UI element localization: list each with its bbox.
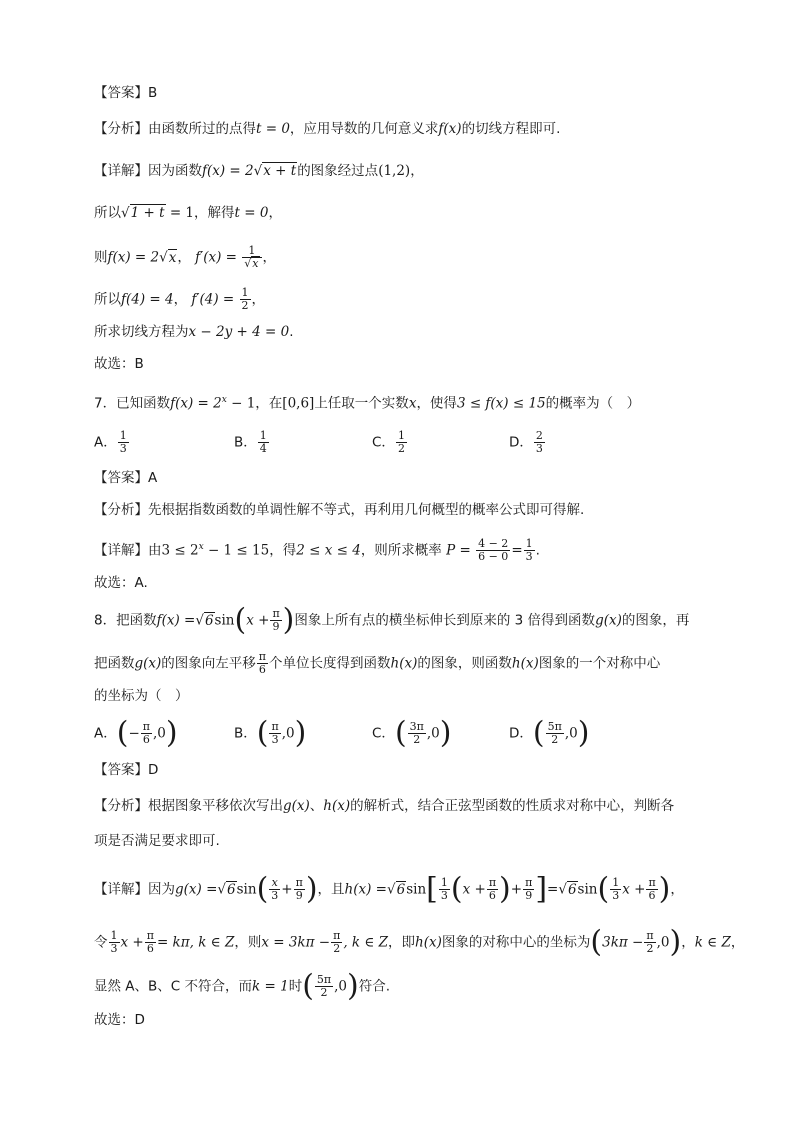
math: f(x) = 2 xyxy=(202,163,254,179)
text: 因为 xyxy=(148,881,175,898)
math: h(x) xyxy=(323,798,351,814)
text: 显然 A、B、C 不符合，而 xyxy=(94,978,253,995)
sqrt-sign: √ xyxy=(387,881,396,898)
option-d[interactable] xyxy=(509,430,546,455)
math: sin xyxy=(236,881,257,898)
option-d[interactable] xyxy=(509,715,590,751)
answer-value: B xyxy=(148,85,158,101)
text: ，得 xyxy=(269,542,297,559)
denominator: 3 xyxy=(119,442,127,455)
fraction xyxy=(257,651,268,676)
paren-close: ) xyxy=(165,715,178,751)
math: 3kπ − xyxy=(602,934,644,951)
denominator: √x xyxy=(244,257,259,270)
fraction xyxy=(610,877,621,902)
numerator: 5π xyxy=(547,720,562,733)
text: ，使得 xyxy=(416,395,457,412)
text: ，即 xyxy=(388,934,416,951)
q6-answer xyxy=(94,83,157,103)
numerator: π xyxy=(142,720,151,733)
math: x − 2y + 4 = 0 xyxy=(188,324,290,340)
denominator: 4 xyxy=(259,442,267,455)
text: 先根据指数函数的单调性解不等式，再利用几何概型的概率公式即可得解. xyxy=(148,502,585,518)
answer-tag: 【答案】 xyxy=(94,85,148,101)
math: t = 0 xyxy=(234,205,269,221)
paren-close: ) xyxy=(658,871,671,907)
q6-detail-4 xyxy=(94,287,265,312)
numerator: π xyxy=(525,876,533,889)
math: sin xyxy=(214,612,235,629)
paren-open: ( xyxy=(450,871,463,907)
paren-close: ) xyxy=(499,871,511,907)
sqrt-sign: √ xyxy=(195,612,204,629)
paren-open: ( xyxy=(256,871,269,907)
q8-detail-1 xyxy=(94,871,684,907)
denominator: 9 xyxy=(525,889,533,902)
math: h(x) xyxy=(511,655,539,672)
fraction xyxy=(118,430,129,455)
q8-conclusion: 故选：D xyxy=(94,1012,145,1028)
text: ，应用导数的几何意义求 xyxy=(289,121,439,137)
text: 根据图象平移依次写出 xyxy=(148,798,283,814)
detail-tag: 【详解】 xyxy=(94,881,148,898)
text: ， xyxy=(173,291,188,308)
denominator: 9 xyxy=(272,620,280,633)
math: ,0 xyxy=(334,978,348,995)
option-c[interactable] xyxy=(372,715,452,751)
q8-stem-2 xyxy=(94,651,660,676)
paren-close: ) xyxy=(577,715,590,751)
text: 的图象向左平移 xyxy=(161,655,256,672)
denominator: 9 xyxy=(295,889,303,902)
numerator: 1 xyxy=(119,429,127,442)
q7-detail xyxy=(94,537,540,563)
text: ， xyxy=(670,881,684,898)
q8-stem-1 xyxy=(94,602,690,638)
paren-close: ) xyxy=(669,924,682,960)
text: . xyxy=(289,324,294,340)
math: k = 1 xyxy=(252,978,289,995)
math: f′(x) = xyxy=(195,249,237,266)
fraction xyxy=(269,877,280,902)
analysis-tag: 【分析】 xyxy=(94,121,148,137)
option-a[interactable] xyxy=(94,430,130,455)
text: 的解析式，结合正弦型函数的性质求对称中心，判断各 xyxy=(350,798,675,814)
math: + xyxy=(510,881,523,898)
math: g(x) xyxy=(134,655,162,672)
denominator: 3 xyxy=(525,550,533,563)
text: 所以 xyxy=(94,291,121,308)
fraction xyxy=(396,430,407,455)
denominator: 3 xyxy=(271,889,279,902)
fraction xyxy=(240,287,251,312)
text: 则 xyxy=(94,249,108,266)
text: ， xyxy=(177,249,191,266)
fraction xyxy=(270,608,281,633)
fraction xyxy=(439,877,450,902)
fraction xyxy=(524,538,535,563)
text: 时 xyxy=(288,978,303,995)
numerator: 4 − 2 xyxy=(478,537,509,550)
denominator: 3 xyxy=(612,889,620,902)
sqrt-body: 6 xyxy=(204,612,214,629)
option-a[interactable] xyxy=(94,715,178,751)
question-number: 7． xyxy=(94,395,117,412)
fraction xyxy=(294,877,305,902)
math: ,0 xyxy=(426,725,440,742)
fraction xyxy=(109,930,120,955)
math: x + xyxy=(120,934,144,951)
paren-open: ( xyxy=(590,924,603,960)
option-label: B． xyxy=(234,725,257,742)
denominator: 3 xyxy=(110,942,118,955)
numerator: π xyxy=(258,650,267,663)
q6-conclusion: 故选：B xyxy=(94,356,144,372)
text: ，且 xyxy=(317,881,345,898)
math: + xyxy=(281,881,293,898)
sqrt-sign: √ xyxy=(217,881,227,898)
math: h(x) = xyxy=(344,881,387,898)
numerator: 1 xyxy=(110,929,118,942)
text: 符合. xyxy=(358,978,391,995)
denominator: 3 xyxy=(535,442,543,455)
option-label: A． xyxy=(94,725,117,742)
q6-detail-1 xyxy=(94,161,424,181)
math: 2 ≤ x ≤ 4 xyxy=(296,542,361,559)
text: 由 xyxy=(148,542,162,559)
math: h(x) xyxy=(415,934,442,951)
math: ,0 xyxy=(656,934,670,951)
numerator: x xyxy=(269,877,280,890)
text: 、 xyxy=(309,798,324,814)
math: g(x) xyxy=(283,798,310,814)
numerator: 5π xyxy=(316,973,332,986)
q6-analysis xyxy=(94,119,560,139)
q6-detail-5 xyxy=(94,322,294,342)
numerator: 1 xyxy=(259,429,267,442)
analysis-tag: 【分析】 xyxy=(94,798,148,814)
numerator: 1 xyxy=(440,876,448,889)
sqrt-sign: √ xyxy=(159,249,168,266)
numerator: π xyxy=(646,929,654,942)
denominator: 2 xyxy=(333,942,341,955)
text: ， xyxy=(262,249,277,266)
math: k ∈ Z xyxy=(694,934,731,951)
math: sin xyxy=(406,881,427,898)
text: 的图象，再 xyxy=(621,612,690,629)
math: x = 3kπ − xyxy=(261,934,331,951)
sqrt-sign: √ xyxy=(121,205,130,221)
q8-detail-2 xyxy=(94,924,745,960)
text: ， xyxy=(730,934,745,951)
numerator: π xyxy=(146,929,154,942)
math: ,0 xyxy=(153,725,166,742)
analysis-tag: 【分析】 xyxy=(94,502,148,518)
math: f(x) xyxy=(438,121,462,137)
paren-close: ) xyxy=(305,871,318,907)
fraction xyxy=(476,538,510,563)
text: 上任取一个实数 xyxy=(314,395,409,412)
denominator: 6 xyxy=(258,663,266,676)
denominator: 2 xyxy=(413,733,421,746)
fraction xyxy=(331,930,342,955)
paren-open: ( xyxy=(302,968,314,1004)
paren-open: ( xyxy=(394,715,407,751)
math: ,0 xyxy=(564,725,578,742)
text: 已知函数 xyxy=(116,395,171,412)
fraction xyxy=(487,877,498,902)
q8-stem-3: 的坐标为（ ） xyxy=(94,688,189,704)
fraction xyxy=(141,721,152,746)
math: 3 ≤ 2 xyxy=(161,542,199,559)
answer-value: D xyxy=(148,762,159,778)
fraction xyxy=(408,721,426,746)
math: h(x) xyxy=(390,655,418,672)
fraction xyxy=(315,974,333,999)
numerator: π xyxy=(333,929,341,942)
math: x + xyxy=(462,881,486,898)
math: − xyxy=(128,725,140,742)
text: ，则 xyxy=(234,934,262,951)
option-label: B． xyxy=(234,434,257,451)
option-label: A． xyxy=(94,434,117,451)
numerator: 2 xyxy=(535,429,543,442)
math: g(x) = xyxy=(175,881,218,898)
numerator: 3π xyxy=(409,720,424,733)
option-b[interactable] xyxy=(234,715,307,751)
q8-analysis-2: 项是否满足要求即可. xyxy=(94,833,220,849)
fraction xyxy=(269,721,280,746)
paren-close: ) xyxy=(294,715,307,751)
math: = kπ, k ∈ Z xyxy=(156,934,235,951)
option-label: C． xyxy=(372,725,395,742)
option-label: C． xyxy=(372,434,395,451)
text: 所以 xyxy=(94,205,121,221)
text: 把函数 xyxy=(116,612,157,629)
paren-open: ( xyxy=(532,715,545,751)
q7-answer xyxy=(94,468,157,488)
denominator: 2 xyxy=(241,299,249,312)
paren-open: ( xyxy=(597,871,610,907)
denominator: 2 xyxy=(551,733,559,746)
math: = xyxy=(547,881,559,898)
math: x xyxy=(408,395,417,412)
sqrt-body: 1 + t xyxy=(130,205,165,221)
math: f(x) = xyxy=(156,612,196,629)
numerator: 1 xyxy=(525,537,533,550)
text: 令 xyxy=(94,934,108,951)
denominator: 6 xyxy=(488,889,496,902)
option-label: D． xyxy=(509,725,533,742)
answer-tag: 【答案】 xyxy=(94,762,148,778)
denominator: 6 xyxy=(146,942,154,955)
text: 由函数所过的点得 xyxy=(148,121,256,137)
fraction xyxy=(534,430,545,455)
math: = xyxy=(511,542,523,559)
answer-value: A xyxy=(148,470,158,486)
paren-open: ( xyxy=(234,602,247,638)
sqrt-sign: √ xyxy=(558,881,567,898)
answer-tag: 【答案】 xyxy=(94,470,148,486)
math: 3 ≤ f(x) ≤ 15 xyxy=(456,395,546,412)
math: − 1 xyxy=(226,395,256,412)
sqrt-sign: √ xyxy=(253,163,263,179)
math: = 1 xyxy=(165,205,195,221)
text: 个单位长度得到函数 xyxy=(269,655,391,672)
option-b[interactable] xyxy=(234,430,270,455)
fraction xyxy=(242,245,261,270)
math: t = 0 xyxy=(256,121,290,137)
paren-open: ( xyxy=(256,715,269,751)
denominator: 2 xyxy=(646,942,654,955)
paren-open: ( xyxy=(116,715,129,751)
text: 的图象经过点 xyxy=(297,163,379,179)
fraction xyxy=(546,721,564,746)
q7-stem xyxy=(94,390,640,414)
math: f′(4) = xyxy=(191,291,235,308)
math: g(x) xyxy=(595,612,622,629)
text: ，则所求概率 xyxy=(360,542,442,559)
sqrt-body: 6 xyxy=(227,881,236,898)
fraction xyxy=(145,930,156,955)
text: ， xyxy=(410,163,424,179)
sqrt-body: x xyxy=(168,249,177,266)
exponent: x xyxy=(221,395,227,405)
denominator: 3 xyxy=(440,889,448,902)
math: x + xyxy=(246,612,270,629)
denominator: 6 xyxy=(142,733,150,746)
text: 因为函数 xyxy=(148,163,202,179)
option-c[interactable] xyxy=(372,430,408,455)
text: 图象上所有点的横坐标伸长到原来的 3 倍得到函数 xyxy=(294,612,596,629)
detail-tag: 【详解】 xyxy=(94,163,148,179)
sqrt-body: 6 xyxy=(567,881,577,898)
sqrt-body: x + t xyxy=(263,163,297,179)
sqrt-body: x xyxy=(252,257,259,270)
text: 所求切线方程为 xyxy=(94,324,189,340)
question-number: 8． xyxy=(94,612,117,629)
math: [0,6] xyxy=(282,395,315,412)
math: ,0 xyxy=(281,725,295,742)
fraction xyxy=(258,430,269,455)
paren-close: ) xyxy=(439,715,452,751)
numerator: 1 xyxy=(241,286,249,299)
paren-close: ) xyxy=(282,602,295,638)
text: ， xyxy=(251,291,265,308)
q7-analysis xyxy=(94,500,584,520)
math: x + xyxy=(622,881,646,898)
math: f(x) = 2 xyxy=(107,249,160,266)
bracket-close: ] xyxy=(535,871,548,907)
text: 图象的对称中心的坐标为 xyxy=(441,934,591,951)
text: . xyxy=(535,542,540,559)
q6-detail-2 xyxy=(94,203,282,223)
text: 图象的一个对称中心 xyxy=(538,655,661,672)
text: 把函数 xyxy=(94,655,135,672)
math: P = xyxy=(446,542,471,559)
q8-answer xyxy=(94,760,158,780)
math: f(4) = 4 xyxy=(121,291,174,308)
numerator: π xyxy=(271,720,279,733)
text: ，解得 xyxy=(194,205,235,221)
q8-analysis-1 xyxy=(94,796,674,816)
q6-detail-3 xyxy=(94,245,276,270)
numerator: 1 xyxy=(242,245,261,258)
numerator: π xyxy=(488,876,497,889)
text: 的切线方程即可. xyxy=(461,121,561,137)
math: − 1 ≤ 15 xyxy=(203,542,270,559)
denominator: 3 xyxy=(271,733,279,746)
detail-tag: 【详解】 xyxy=(94,542,148,559)
bracket-open: [ xyxy=(426,871,438,907)
numerator: π xyxy=(295,876,303,889)
math: f(x) = 2 xyxy=(170,395,222,412)
fraction xyxy=(644,930,655,955)
exponent: x xyxy=(198,542,204,552)
q7-conclusion: 故选：A. xyxy=(94,575,148,591)
sqrt-body: 6 xyxy=(396,881,406,898)
text: ，在 xyxy=(255,395,283,412)
numerator: 1 xyxy=(612,876,620,889)
text: ， xyxy=(681,934,695,951)
fraction xyxy=(646,877,657,902)
paren-close: ) xyxy=(347,968,359,1004)
text: 的概率为（ ） xyxy=(545,395,641,412)
denominator: 6 xyxy=(648,889,656,902)
math: (1,2) xyxy=(378,163,411,179)
q8-detail-3 xyxy=(94,968,391,1004)
denominator: 2 xyxy=(320,986,328,999)
text: ， xyxy=(268,205,282,221)
numerator: π xyxy=(648,876,656,889)
math: sin xyxy=(577,881,598,898)
denominator: 6 − 0 xyxy=(478,550,509,563)
denominator: 2 xyxy=(397,442,405,455)
numerator: 1 xyxy=(397,429,405,442)
option-label: D． xyxy=(509,434,533,451)
fraction xyxy=(523,877,534,902)
text: 的图象，则函数 xyxy=(417,655,512,672)
math: , k ∈ Z xyxy=(343,934,389,951)
numerator: π xyxy=(272,607,280,620)
